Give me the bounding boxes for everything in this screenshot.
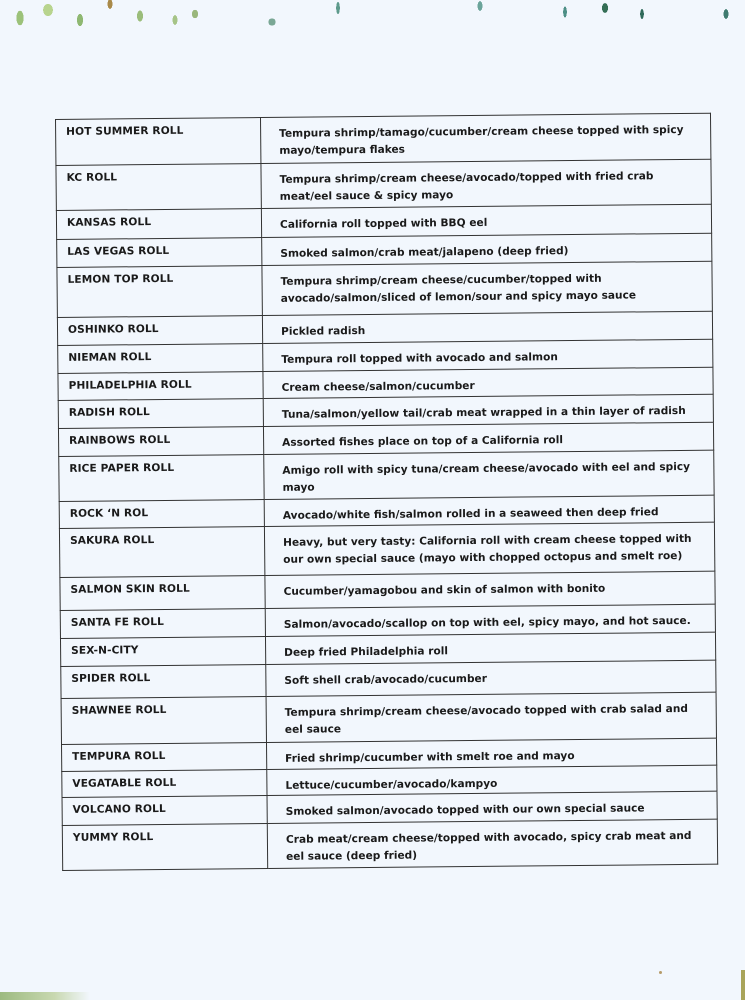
roll-description: Fried shrimp/cucumber with smelt roe and mayo bbox=[266, 738, 716, 769]
roll-description: Heavy, but very tasty: California roll with cream cheese topped with our own special sauce (mayo with chopped octopus and smelt roe) bbox=[264, 522, 714, 575]
roll-description: Lettuce/cucumber/avocado/kampyo bbox=[267, 765, 717, 795]
roll-name: SANTA FE ROLL bbox=[60, 609, 265, 639]
roll-description: Cream cheese/salmon/cucumber bbox=[263, 367, 713, 398]
menu-row bbox=[59, 450, 714, 501]
roll-description: Tempura shrimp/cream cheese/cucumber/topped with avocado/salmon/sliced of lemon/sour and spicy mayo sauce bbox=[262, 261, 712, 315]
roll-description: Pickled radish bbox=[262, 311, 712, 343]
roll-description: Deep fried Philadelphia roll bbox=[265, 632, 715, 664]
roll-description: Cucumber/yamagobou and skin of salmon with bonito bbox=[265, 571, 715, 608]
menu-row bbox=[56, 159, 711, 210]
roll-name: VEGATABLE ROLL bbox=[62, 769, 267, 797]
roll-name: SAKURA ROLL bbox=[59, 527, 264, 578]
roll-name: KANSAS ROLL bbox=[56, 209, 261, 240]
roll-name: PHILADELPHIA ROLL bbox=[58, 372, 263, 401]
roll-name: VOLCANO ROLL bbox=[62, 795, 267, 825]
sushi-roll-menu-table bbox=[55, 113, 718, 871]
menu-row bbox=[61, 692, 716, 744]
roll-description: Avocado/white fish/salmon rolled in a seaweed then deep fried bbox=[264, 495, 714, 526]
background-foliage-bottom bbox=[0, 992, 90, 1000]
roll-name: OSHINKO ROLL bbox=[57, 316, 262, 346]
menu-row bbox=[59, 522, 714, 577]
roll-name: LEMON TOP ROLL bbox=[57, 266, 262, 318]
menu-table-body bbox=[56, 113, 718, 870]
roll-name: RAINBOWS ROLL bbox=[58, 427, 263, 457]
roll-name: KC ROLL bbox=[56, 164, 261, 211]
roll-description: Crab meat/cream cheese/topped with avocado, spicy crab meat and eel sauce (deep fried) bbox=[267, 819, 717, 868]
roll-name: SHAWNEE ROLL bbox=[61, 697, 266, 745]
roll-description: Tempura shrimp/tamago/cucumber/cream cheese topped with spicy mayo/tempura flakes bbox=[260, 113, 710, 163]
roll-description: Smoked salmon/avocado topped with our own special sauce bbox=[267, 791, 717, 823]
roll-description: Soft shell crab/avocado/cucumber bbox=[266, 660, 716, 696]
roll-name: NIEMAN ROLL bbox=[58, 344, 263, 374]
roll-name: SPIDER ROLL bbox=[61, 665, 266, 699]
roll-description: Amigo roll with spicy tuna/cream cheese/avocado with eel and spicy mayo bbox=[264, 450, 714, 499]
roll-name: SALMON SKIN ROLL bbox=[60, 576, 265, 611]
background-foliage bbox=[0, 0, 745, 30]
roll-name: HOT SUMMER ROLL bbox=[56, 118, 261, 166]
menu-row bbox=[56, 113, 711, 165]
roll-name: SEX-N-CITY bbox=[60, 637, 265, 667]
roll-description: Salmon/avocado/scallop on top with eel, spicy mayo, and hot sauce. bbox=[265, 604, 715, 636]
roll-description: California roll topped with BBQ eel bbox=[261, 204, 711, 237]
menu-row bbox=[62, 819, 717, 870]
roll-name: RADISH ROLL bbox=[58, 399, 263, 429]
roll-description: Tuna/salmon/yellow tail/crab meat wrapped in a thin layer of radish bbox=[263, 394, 713, 426]
paper-edge bbox=[741, 970, 745, 1000]
roll-description: Assorted fishes place on top of a California roll bbox=[263, 422, 713, 454]
roll-description: Tempura shrimp/cream cheese/avocado/topped with fried crab meat/eel sauce & spicy mayo bbox=[261, 159, 711, 208]
roll-description: Tempura shrimp/cream cheese/avocado topped with crab salad and eel sauce bbox=[266, 692, 716, 742]
roll-name: RICE PAPER ROLL bbox=[59, 455, 264, 502]
roll-name: ROCK ‘N ROL bbox=[59, 500, 264, 529]
roll-name: LAS VEGAS ROLL bbox=[57, 238, 262, 268]
roll-description: Tempura roll topped with avocado and salmon bbox=[263, 339, 713, 371]
menu-row bbox=[57, 261, 712, 317]
roll-name: TEMPURA ROLL bbox=[62, 742, 267, 771]
roll-name: YUMMY ROLL bbox=[62, 823, 267, 870]
paper-speck bbox=[659, 971, 662, 974]
roll-description: Smoked salmon/crab meat/jalapeno (deep fried) bbox=[262, 233, 712, 265]
